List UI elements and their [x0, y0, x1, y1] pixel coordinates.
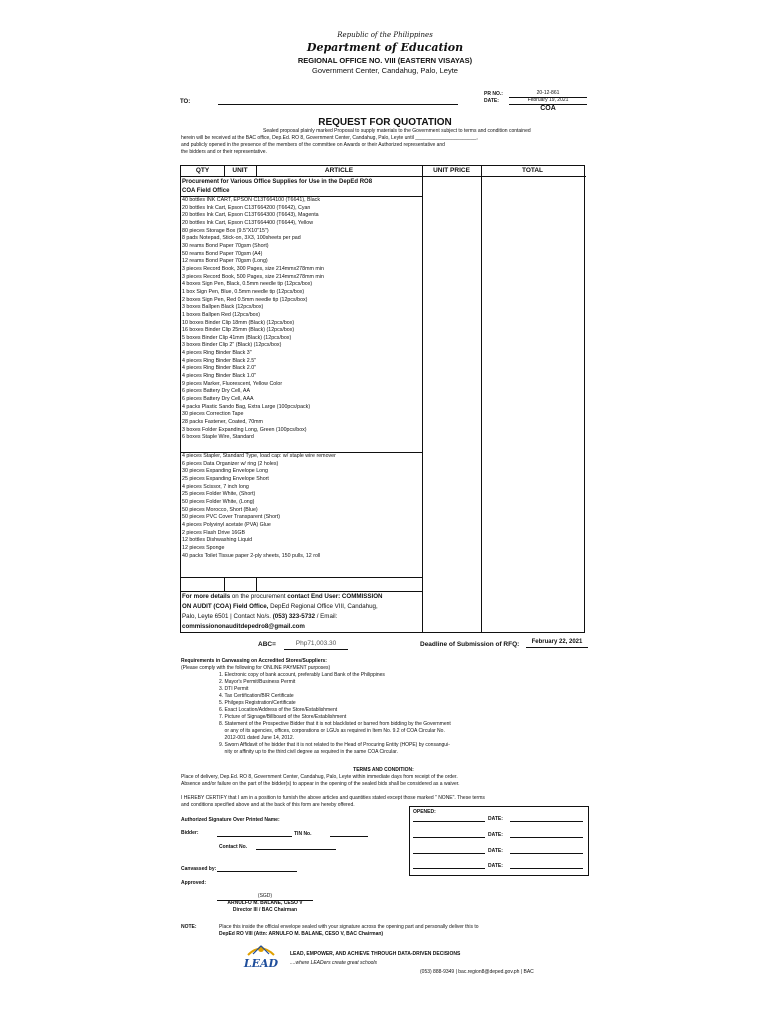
- requirement-item: 2012-001 dated June 14, 2012.: [219, 735, 295, 741]
- item-line: 4 pieces Scissor, 7 inch long: [182, 483, 249, 490]
- terms-text: Place of delivery, Dep.Ed. RO 8, Government Center, Candahug, Palo, Leyte within immediate days from receipt of the order. Absence and/or failure on the part of the bidder(s) to appear in the opening of the sealed bids shall be considered as a waiver.: [181, 774, 460, 787]
- procurement-title: Procurement for Various Office Supplies for Use in the DepEd RO8 COA Field Office: [182, 179, 373, 194]
- item-line: 4 packs Plastic Sando Bag, Extra Large (100pcs/pack): [182, 403, 311, 410]
- item-line: 4 pieces Polyvinyl acetate (PVA) Glue: [182, 521, 271, 528]
- item-line: 4 pieces Ring Binder Black 2.0": [182, 365, 257, 372]
- intro-paragraph: Sealed proposal plainly marked Proposal to supply materials to the Government subject to terms and condition contained herein will be received at the BAC office, Dep.Ed. RO 8, Government Center, Candahug, Palo, Leyte until ______________________, and publicly opened in the presence of the members of the committee on Awards or their Authorized representative and the bidders and or their representative.: [181, 128, 531, 155]
- page-title: REQUEST FOR QUOTATION: [318, 117, 452, 128]
- bidder-label: Bidder:: [181, 830, 199, 836]
- items-list-b: [182, 453, 421, 560]
- footer-contact: (053) 888-9349 | bac.region8@deped.gov.ph | BAC: [420, 969, 534, 975]
- opened-date-label-4: DATE:: [488, 863, 503, 869]
- requirement-item: or any of its agencies, offices, corporations or LGUs as required in Item No. 9.2 of COA Circular No.: [219, 728, 445, 734]
- signatory-position: Director III / BAC Chairman: [232, 907, 298, 913]
- item-line: 12 reams Bond Paper 70gsm (Long): [182, 258, 268, 265]
- contact-label: Contact No.: [219, 844, 248, 850]
- item-line: 8 pads Notepad, Stick-on, 3X3, 100sheets per pad: [182, 235, 301, 242]
- certify-text: I HEREBY CERTIFY that I am in a position to furnish the above articles and quantities stated except those marked " NONE". These terms and conditions specified above and at the back of this form are hereby offered.: [181, 795, 485, 808]
- item-line: 80 pieces Storage Box (9.5"X10"15"): [182, 227, 269, 234]
- canvassed-label: Canvassed by:: [181, 866, 217, 872]
- details-paragraph: For more details on the procurement contact End User: COMMISSION ON AUDIT (COA) Field Office, DepEd Regional Office VIII, Candahug, Palo, Leyte 6501 | Contact No/s. (053) 323-5732 / Email: commissiononauditdepedro8@gmail.com: [182, 593, 383, 630]
- item-line: 2 pieces Flash Drive 16GB: [182, 529, 246, 536]
- footer-motto: LEAD, EMPOWER, AND ACHIEVE THROUGH DATA-DRIVEN DECISIONS: [290, 951, 461, 957]
- col-unit: UNIT: [232, 167, 248, 174]
- item-line: 3 boxes Binder Clip 2" (Black) (12pcs/box): [182, 342, 282, 349]
- requirement-item: 1. Electronic copy of bank account, preferably Land Bank of the Philippines: [219, 672, 385, 678]
- item-line: 4 pieces Ring Binder Black 1.0": [182, 373, 257, 380]
- abc-value: Php71,003.30: [295, 640, 337, 647]
- item-line: 4 pieces Stapler, Standard Type, load cap: w/ staple wire remover: [182, 453, 336, 459]
- end-user-code: COA: [540, 105, 556, 112]
- pr-no-value: 20-12-861: [536, 90, 560, 96]
- deadline-value: February 22, 2021: [531, 639, 583, 645]
- item-line: 4 pieces Ring Binder Black 3": [182, 350, 252, 357]
- tin-label: TIN No.: [294, 831, 312, 837]
- item-line: 50 reams Bond Paper 70gsm (A4): [182, 250, 263, 257]
- item-line: 4 pieces Ring Binder Black 2.5": [182, 357, 257, 364]
- opened-date-label-1: DATE:: [488, 816, 503, 822]
- bidder-line: [217, 836, 292, 837]
- item-line: 3 boxes Ballpen Black (12pcs/box): [182, 304, 264, 311]
- items-list-a: [182, 197, 421, 442]
- tin-line: [330, 836, 368, 837]
- requirement-item: 2. Mayor's Permit/Business Permit: [219, 679, 296, 685]
- pr-date-label: DATE:: [484, 98, 499, 104]
- col-total: TOTAL: [521, 167, 544, 174]
- item-line: 6 pieces Battery Dry Cell, AA: [182, 388, 251, 395]
- item-line: 30 pieces Expanding Envelope Long: [182, 468, 268, 475]
- item-line: 2 boxes Sign Pen, Red 0.5mm needle tip (12pcs/box): [182, 296, 308, 303]
- item-line: 25 pieces Folder White, (Short): [182, 491, 256, 498]
- requirement-item: 5. Philgeps Registration/Certificate: [219, 700, 296, 706]
- requirement-item: nity or affinity up to the third civil degree as required in the same COA Circular.: [219, 749, 398, 755]
- item-line: 3 boxes Folder Expanding Long, Green (100pcs/box): [182, 426, 307, 433]
- deadline-label: Deadline of Submission of RFQ:: [420, 641, 520, 648]
- item-line: 28 packs Fastener, Coated, 70mm: [182, 419, 263, 426]
- requirements-list: [219, 672, 589, 756]
- pr-date-value: February 19, 2021: [527, 97, 569, 103]
- authorized-signature-label: Authorized Signature Over Printed Name:: [181, 817, 280, 823]
- requirement-item: 6. Exact Location/Address of the Store/Establishment: [219, 707, 338, 713]
- contact-line: [256, 849, 336, 850]
- department-name: Department of Education: [306, 41, 464, 54]
- opened-date-label-2: DATE:: [488, 832, 503, 838]
- requirement-item: 8. Statement of the Prospective Bidder that it is not blacklisted or barred from bidding by the Government: [219, 721, 451, 727]
- pr-no-label: PR NO.:: [484, 91, 503, 97]
- item-line: 6 boxes Staple Wire, Standard: [182, 434, 254, 441]
- signed-mark: (SGD): [257, 893, 273, 899]
- item-line: 50 pieces PVC Cover Transparent (Short): [182, 514, 281, 521]
- opened-label: OPENED:: [413, 809, 436, 815]
- region-name: REGIONAL OFFICE NO. VIII (EASTERN VISAYAS): [297, 56, 473, 65]
- item-line: 1 boxes Ballpen Red (12pcs/box): [182, 311, 261, 318]
- item-line: 12 pieces Sponge: [182, 544, 225, 551]
- terms-title: TERMS AND CONDITION:: [353, 767, 414, 773]
- item-line: 12 bottles Dishwashing Liquid: [182, 537, 253, 544]
- item-line: 20 bottles Ink Cart, Epson C13T664300 (T6643), Magenta: [182, 212, 319, 219]
- col-article: ARTICLE: [324, 167, 354, 174]
- item-line: 20 bottles Ink Cart, Epson C13T664200 (T6642), Cyan: [182, 204, 311, 211]
- item-line: 6 pieces Data Organizer w/ ring (2 holes): [182, 460, 279, 467]
- item-line: 20 bottles Ink Cart, Epson C13T664400 (T6644), Yellow: [182, 219, 314, 226]
- to-line: [218, 104, 458, 105]
- item-line: 3 pieces Record Book, 300 Pages, size 214mmx278mm min: [182, 265, 324, 272]
- signatory-name: ARNULFO M. BALANE, CESO V: [227, 900, 303, 906]
- requirements-subtitle: (Please comply with the following for ONLINE PAYMENT purposes): [181, 665, 331, 671]
- note-text: Place this inside the official envelope sealed with your signature across the opening part and personally deliver this to DepEd RO VIII (Attn: ARNULFO M. BALANE, CESO V, BAC Chairman): [219, 924, 479, 937]
- item-line: 3 pieces Record Book, 500 Pages, size 214mmx278mm min: [182, 273, 324, 280]
- to-label: TO:: [180, 99, 191, 105]
- republic-line: Republic of the Philippines: [337, 31, 433, 39]
- opened-box: [409, 806, 589, 876]
- item-line: 40 bottles INK CART, EPSON C13T664100 (T6641), Black: [182, 197, 320, 203]
- requirement-item: 4. Tax Certification/BIR Certificate: [219, 693, 294, 699]
- item-line: 6 pieces Battery Dry Cell, AAA: [182, 396, 254, 403]
- item-line: 40 packs Toilet Tissue paper 2-ply sheets, 150 pulls, 12 roll: [182, 552, 321, 559]
- item-line: 5 boxes Binder Clip 41mm (Black) (12pcs/box): [182, 334, 292, 341]
- item-line: 30 pieces Correction Tape: [182, 411, 244, 418]
- item-line: 30 reams Bond Paper 70gsm (Short): [182, 242, 269, 249]
- note-label: NOTE:: [181, 924, 197, 930]
- item-line: 50 pieces Morocco, Short (Blue): [182, 506, 258, 513]
- approved-label: Approved:: [181, 880, 206, 886]
- item-line: 10 boxes Binder Clip 18mm (Black) (12pcs/box): [182, 319, 295, 326]
- col-unit-price: UNIT PRICE: [433, 167, 470, 174]
- requirement-item: 9. Sworn Affidavit of he bidder that it is not related to the Head of Procuring Entity (HOPE) by consangui-: [219, 742, 450, 748]
- canvassed-line: [217, 871, 297, 872]
- item-line: 16 boxes Binder Clip 25mm (Black) (12pcs/box): [182, 327, 295, 334]
- col-qty: QTY: [195, 167, 210, 174]
- abc-label: ABC=: [258, 641, 276, 648]
- requirements-title: Requirements in Canvassing on Accredited Stores/Suppliers:: [181, 658, 327, 664]
- requirement-item: 3. DTI Permit: [219, 686, 249, 692]
- item-line: 25 pieces Expanding Envelope Short: [182, 475, 269, 482]
- footer-tagline: ....where LEADers create great schools: [290, 960, 377, 966]
- item-line: 4 boxes Sign Pen, Black, 0.5mm needle tip (12pcs/box): [182, 281, 313, 288]
- item-line: 9 pieces Marker, Fluorescent, Yellow Color: [182, 380, 283, 387]
- item-line: 1 box Sign Pen, Blue, 0.5mm needle tip (12pcs/box): [182, 288, 305, 295]
- quotation-table: [180, 165, 585, 633]
- opened-date-label-3: DATE:: [488, 848, 503, 854]
- item-line: 50 pieces Folder White, (Long): [182, 498, 255, 505]
- office-address: Government Center, Candahug, Palo, Leyte: [312, 66, 458, 75]
- requirement-item: 7. Picture of Signage/Billboard of the Store/Establishment: [219, 714, 347, 720]
- lead-logo: LEAD: [238, 940, 284, 970]
